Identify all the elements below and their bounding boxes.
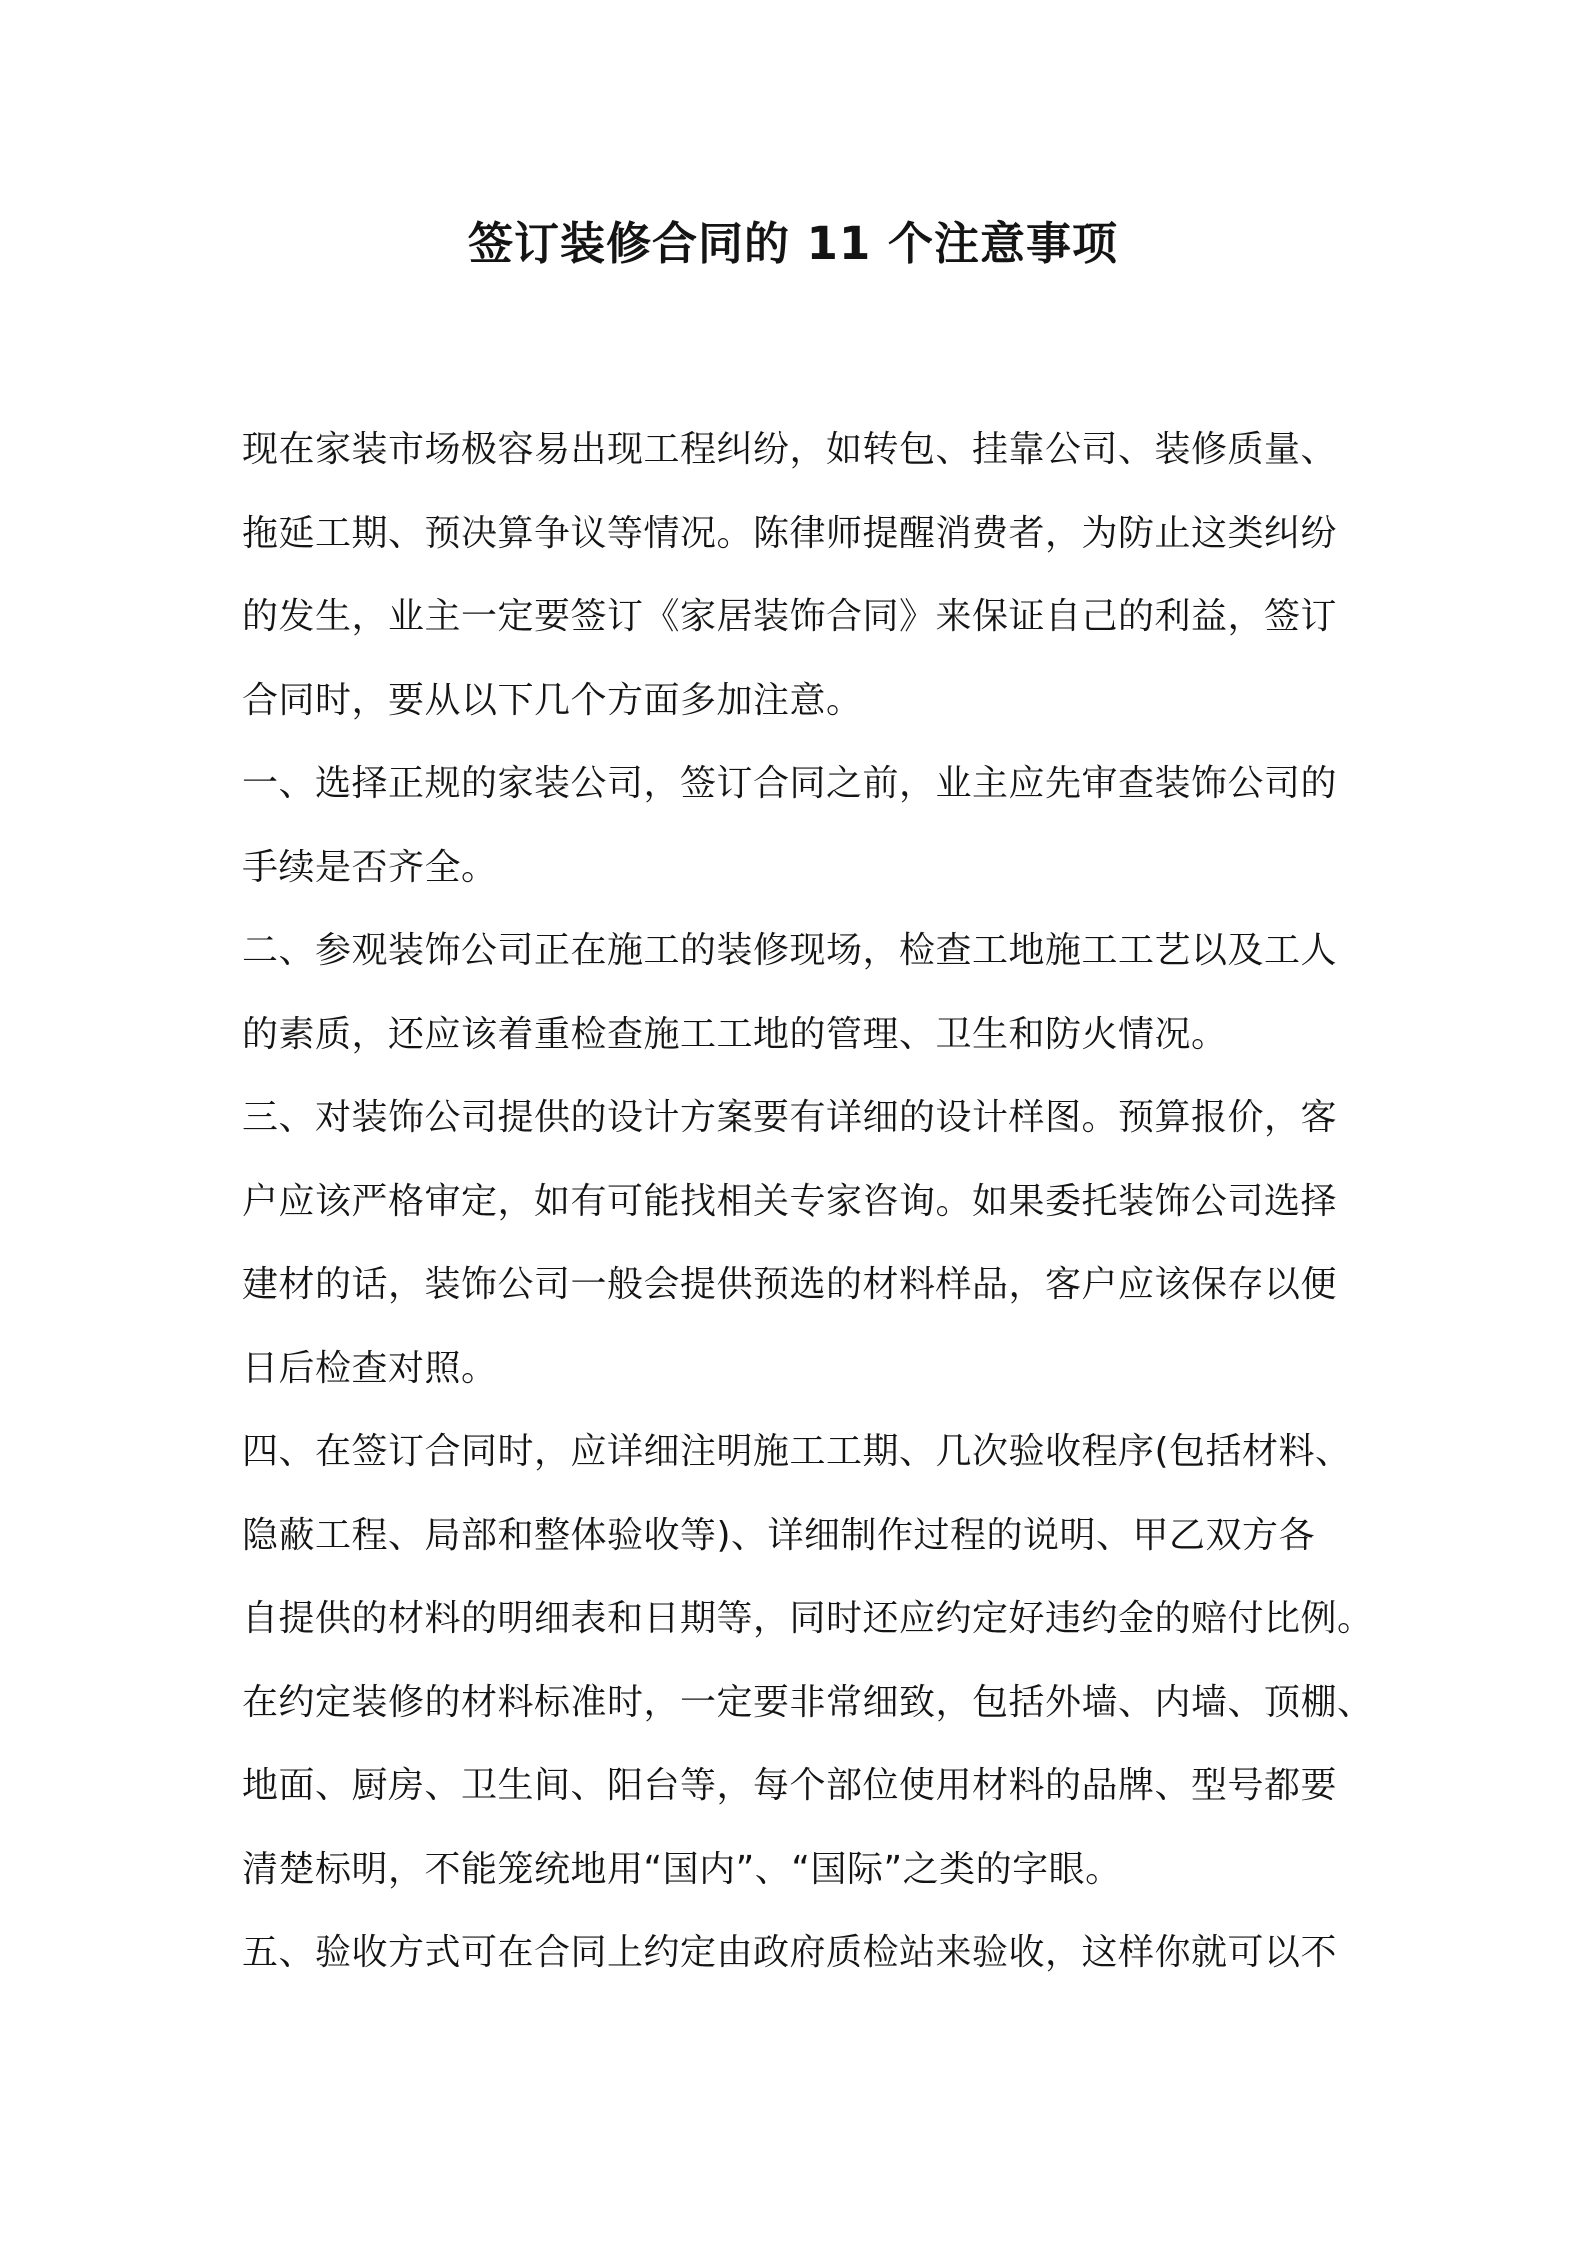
text-line: 三、对装饰公司提供的设计方案要有详细的设计样图。预算报价，客 [242,1097,1338,1138]
text-line: 户应该严格审定，如有可能找相关专家咨询。如果委托装饰公司选择 [242,1180,1338,1222]
text-line: 四、在签订合同时，应详细注明施工工期、几次验收程序(包括材料、 [242,1431,1352,1472]
text-line: 现在家装市场极容易出现工程纠纷，如转包、挂靠公司、装修质量、 [242,429,1338,470]
text-line: 清楚标明，不能笼统地用“国内”、“国际”之类的字眼。 [242,1848,1122,1890]
text-line: 隐蔽工程、局部和整体验收等)、详细制作过程的说明、甲乙双方各 [242,1514,1316,1556]
text-line: 的发生，业主一定要签订《家居装饰合同》来保证自己的利益，签订 [242,596,1338,637]
text-line: 拖延工期、预决算争议等情况。陈律师提醒消费者，为防止这类纠纷 [242,512,1338,554]
text-line: 手续是否齐全。 [242,846,498,888]
document-title: 签订装修合同的 11 个注意事项 [468,217,1118,270]
text-line: 建材的话，装饰公司一般会提供预选的材料样品，客户应该保存以便 [242,1264,1338,1305]
text-line: 在约定装修的材料标准时，一定要非常细致，包括外墙、内墙、顶棚、 [242,1681,1374,1723]
text-line: 地面、厨房、卫生间、阳台等，每个部位使用材料的品牌、型号都要 [242,1765,1338,1806]
text-line: 五、验收方式可在合同上约定由政府质检站来验收，这样你就可以不 [242,1932,1338,1973]
text-line: 日后检查对照。 [242,1347,498,1389]
document-body [242,408,1374,1995]
text-line: 自提供的材料的明细表和日期等，同时还应约定好违约金的赔付比例。 [242,1598,1374,1639]
text-line: 一、选择正规的家装公司，签订合同之前，业主应先审查装饰公司的 [242,763,1338,804]
text-line: 的素质，还应该着重检查施工工地的管理、卫生和防火情况。 [242,1013,1228,1055]
text-line: 合同时，要从以下几个方面多加注意。 [242,679,863,721]
text-line: 二、参观装饰公司正在施工的装修现场，检查工地施工工艺以及工人 [242,930,1338,971]
